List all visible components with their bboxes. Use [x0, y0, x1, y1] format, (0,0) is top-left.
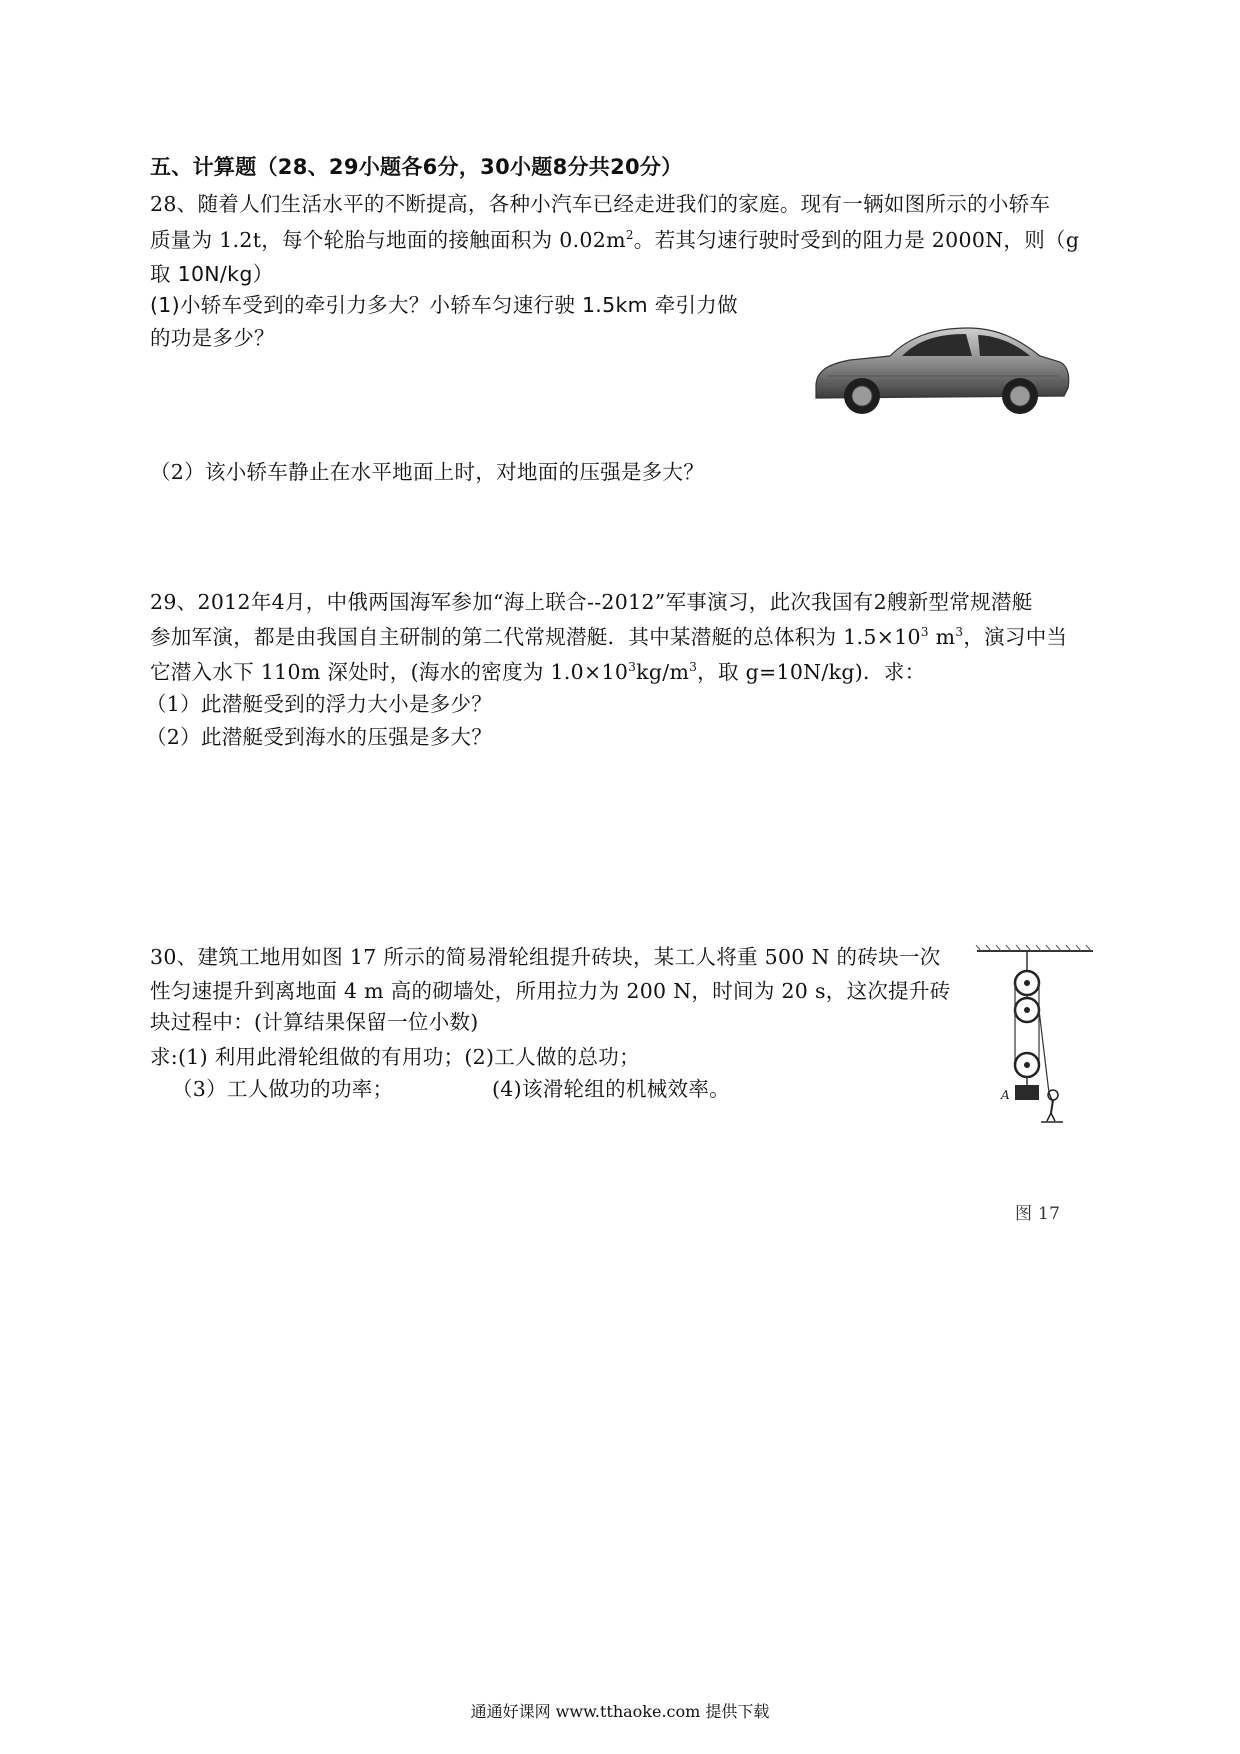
q28-part-2: （2）该小轿车静止在水平地面上时，对地面的压强是多大？ — [150, 460, 705, 484]
q30-stem-line-1: 30、建筑工地用如图 17 所示的简易滑轮组提升砖块，某工人将重 500 N 的砖块一次 — [150, 945, 941, 969]
q29-stem-line-1: 29、2012年4月，中俄两国海军参加“海上联合--2012”军事演习，此次我国有2艘新型常规潜艇 — [150, 590, 1033, 614]
figure-caption: 图 17 — [1015, 1204, 1061, 1224]
q29-part-2: （2）此潜艇受到海水的压强是多大？ — [146, 725, 493, 749]
q30-ask-2: （3）工人做功的功率； — [172, 1077, 394, 1101]
q28-part-1-line-1: (1)小轿车受到的牵引力多大？小轿车匀速行驶 1.5km 牵引力做 — [150, 293, 738, 317]
q29-stem-line-3: 它潜入水下 110m 深处时，(海水的密度为 $1.0\times 10^3kg/m^3$，取 g=10N/kg)．求： — [150, 660, 926, 684]
q28-stem-line-3: 取 10N/kg） — [150, 262, 274, 286]
q30-stem-line-2: 性匀速提升到离地面 4 m 高的砌墙处，所用拉力为 200 N，时间为 20 s，这次提升砖 — [150, 979, 951, 1003]
q28-part-1-line-2: 的功是多少？ — [150, 326, 275, 350]
section-heading: 五、计算题（28、29小题各6分，30小题8分共20分） — [150, 155, 683, 179]
pulley-system-icon — [975, 945, 1105, 1125]
q30-ask-3: (4)该滑轮组的机械效率。 — [492, 1077, 730, 1101]
q28-stem-line-1: 28、随着人们生活水平的不断提高，各种小汽车已经走进我们的家庭。现有一辆如图所示的小轿车 — [150, 192, 1051, 216]
load-label: A — [1001, 1088, 1010, 1102]
page-footer: 通通好课网 www.tthaoke.com 提供下载 — [470, 1702, 770, 1721]
q29-part-1: （1）此潜艇受到的浮力大小是多少？ — [146, 692, 493, 716]
q30-stem-line-3: 块过程中：(计算结果保留一位小数) — [150, 1010, 479, 1034]
q28-stem-line-2: 质量为 1.2t，每个轮胎与地面的接触面积为 $0.02m^2$。若其匀速行驶时受到的阻力是 2000N，则（g — [150, 228, 1080, 252]
q30-ask-line-1: 求:(1) 利用此滑轮组做的有用功；(2)工人做的总功； — [150, 1045, 640, 1069]
q29-stem-line-2: 参加军演，都是由我国自主研制的第二代常规潜艇．其中某潜艇的总体积为 $1.5\times 10^3$ $m^3$，演习中当 — [150, 625, 1068, 649]
car-photo-icon — [808, 316, 1072, 420]
